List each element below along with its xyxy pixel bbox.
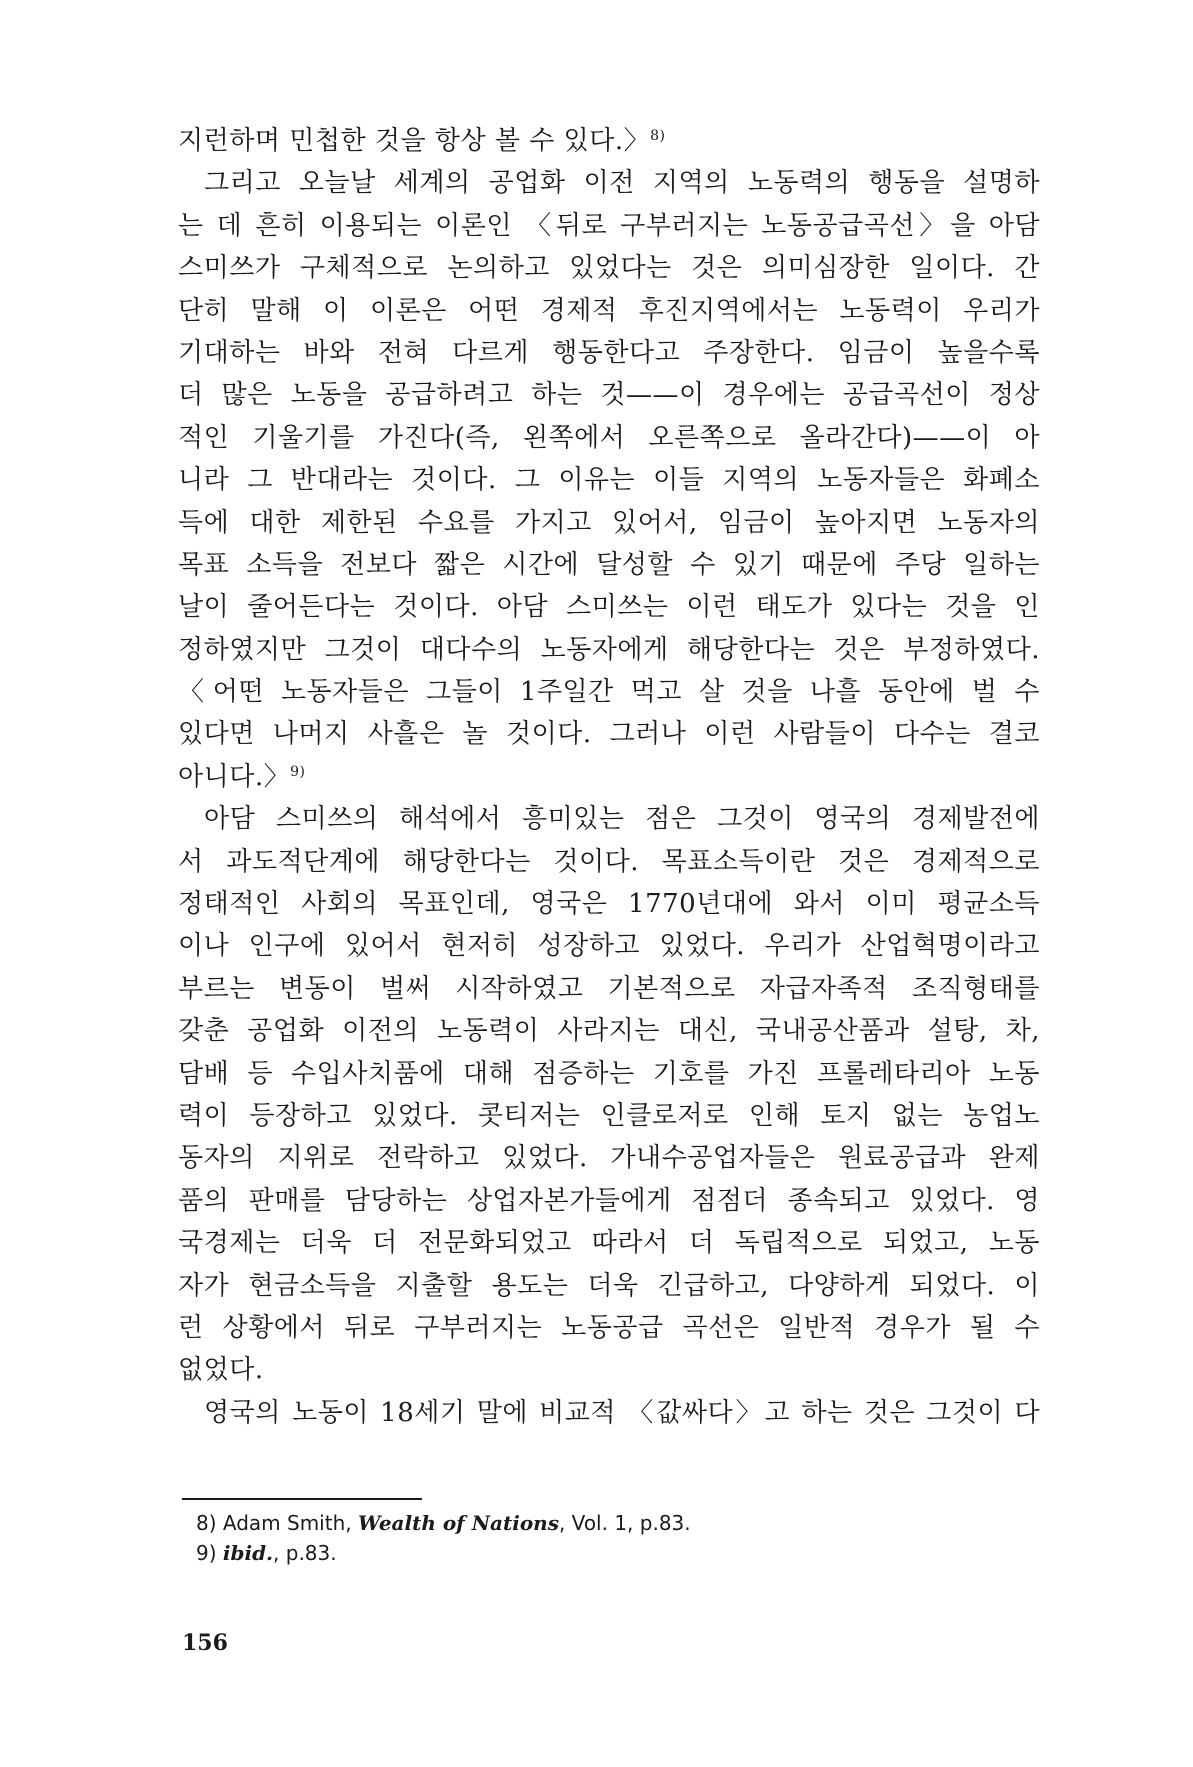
text-line [178, 1265, 1040, 1307]
footnote-title: ibid. [222, 1541, 274, 1565]
text-line-content: 목표 소득을 전보다 짧은 시간에 달성할 수 있기 때문에 주당 일하는 [178, 549, 1040, 580]
text-line [178, 290, 1040, 332]
text-line-content: 더 많은 노동을 공급하려고 하는 것——이 경우에는 공급곡선이 정상 [178, 380, 1040, 411]
text-line-content: 이나 인구에 있어서 현저히 성장하고 있었다. 우리가 산업혁명이라고 [178, 931, 1040, 962]
text-line-content: 품의 판매를 담당하는 상업자본가들에게 점점더 종속되고 있었다. 영 [178, 1185, 1040, 1216]
body-text [178, 120, 1040, 1434]
footnote-prefix: 9) [196, 1541, 223, 1565]
text-line [178, 925, 1040, 967]
footnote-title: Wealth of Nations [357, 1511, 559, 1535]
text-line-content: 는 데 흔히 이용되는 이론인 〈뒤로 구부러지는 노동공급곡선〉을 아담 [178, 210, 1040, 241]
text-line [178, 120, 1040, 162]
text-line [178, 713, 1040, 755]
text-line-content: 니라 그 반대라는 것이다. 그 이유는 이들 지역의 노동자들은 화폐소 [178, 465, 1040, 496]
text-line-content: 갖춘 공업화 이전의 노동력이 사라지는 대신, 국내공산품과 설탕, 차, [178, 1016, 1040, 1047]
text-line [178, 544, 1040, 586]
text-line [178, 374, 1040, 416]
text-line [178, 968, 1040, 1010]
text-line [178, 671, 1040, 713]
text-line [178, 1010, 1040, 1052]
text-line [178, 629, 1040, 671]
text-line [178, 1222, 1040, 1264]
text-line-content: 아니다.〉 [178, 761, 291, 792]
text-line-content: 없었다. [178, 1355, 264, 1386]
text-line-content: 득에 대한 제한된 수요를 가지고 있어서, 임금이 높아지면 노동자의 [178, 507, 1040, 538]
text-line-content: 정태적인 사회의 목표인데, 영국은 1770년대에 와서 이미 평균소득 [178, 889, 1040, 920]
text-line [178, 1349, 1040, 1391]
text-line [178, 1180, 1040, 1222]
footnote [196, 1508, 1016, 1538]
footnote-reference: 9) [290, 763, 306, 780]
text-line [178, 205, 1040, 247]
text-line [178, 162, 1040, 204]
text-line-content: 국경제는 더욱 더 전문화되었고 따라서 더 독립적으로 되었고, 노동 [178, 1228, 1040, 1259]
text-line-content: 단히 말해 이 이론은 어떤 경제적 후진지역에서는 노동력이 우리가 [178, 295, 1040, 326]
footnote-suffix: , Vol. 1, p.83. [558, 1511, 691, 1535]
text-line-content: 아담 스미쓰의 해석에서 흥미있는 점은 그것이 영국의 경제발전에 [204, 804, 1040, 835]
text-line-content: 자가 현금소득을 지출할 용도는 더욱 긴급하고, 다양하게 되었다. 이 [178, 1270, 1040, 1301]
text-line [178, 1137, 1040, 1179]
text-line [178, 1307, 1040, 1349]
text-line-content: 런 상황에서 뒤로 구부러지는 노동공급 곡선은 일반적 경우가 될 수 [178, 1312, 1040, 1343]
text-line-content: 적인 기울기를 가진다(즉, 왼쪽에서 오른쪽으로 올라간다)——이 아 [178, 422, 1040, 453]
footnotes [196, 1508, 1016, 1568]
text-line [178, 502, 1040, 544]
text-line-content: 영국의 노동이 18세기 말에 비교적 〈값싸다〉고 하는 것은 그것이 다 [204, 1397, 1040, 1428]
text-line [178, 417, 1040, 459]
footnote [196, 1538, 1016, 1568]
text-line [178, 841, 1040, 883]
text-line-content: 〈어떤 노동자들은 그들이 1주일간 먹고 살 것을 나흘 동안에 벌 수 [178, 677, 1040, 708]
text-line-content: 담배 등 수입사치품에 대해 점증하는 기호를 가진 프롤레타리아 노동 [178, 1058, 1040, 1089]
text-line [178, 332, 1040, 374]
footnote-prefix: 8) Adam Smith, [196, 1511, 358, 1535]
text-line [178, 459, 1040, 501]
text-line-content: 기대하는 바와 전혀 다르게 행동한다고 주장한다. 임금이 높을수록 [178, 337, 1040, 368]
text-line [178, 247, 1040, 289]
text-line-content: 스미쓰가 구체적으로 논의하고 있었다는 것은 의미심장한 일이다. 간 [178, 253, 1040, 284]
text-line-content: 부르는 변동이 벌써 시작하였고 기본적으로 자급자족적 조직형태를 [178, 973, 1040, 1004]
text-line-content: 정하였지만 그것이 대다수의 노동자에게 해당한다는 것은 부정하였다. [178, 634, 1040, 665]
text-line [178, 1053, 1040, 1095]
text-line-content: 있다면 나머지 사흘은 놀 것이다. 그러나 이런 사람들이 다수는 결코 [178, 719, 1040, 750]
text-line-content: 지런하며 민첩한 것을 항상 볼 수 있다.〉 [178, 126, 651, 156]
text-line-content: 력이 등장하고 있었다. 콧티저는 인클로저로 인해 토지 없는 농업노 [178, 1100, 1040, 1131]
text-line-content: 날이 줄어든다는 것이다. 아담 스미쓰는 이런 태도가 있다는 것을 인 [178, 592, 1040, 623]
footnote-suffix: , p.83. [273, 1541, 337, 1565]
text-line [178, 586, 1040, 628]
text-line-content: 서 과도적단계에 해당한다는 것이다. 목표소득이란 것은 경제적으로 [178, 846, 1040, 877]
text-line [178, 756, 1040, 798]
text-line [178, 798, 1040, 840]
text-line [178, 883, 1040, 925]
page-number: 156 [182, 1630, 228, 1656]
text-line [178, 1095, 1040, 1137]
text-line-content: 동자의 지위로 전락하고 있었다. 가내수공업자들은 원료공급과 완제 [178, 1143, 1040, 1174]
text-line-content: 그리고 오늘날 세계의 공업화 이전 지역의 노동력의 행동을 설명하 [204, 168, 1040, 199]
footnote-reference: 8) [650, 128, 666, 144]
footnote-rule [182, 1498, 422, 1500]
text-line [178, 1392, 1040, 1434]
